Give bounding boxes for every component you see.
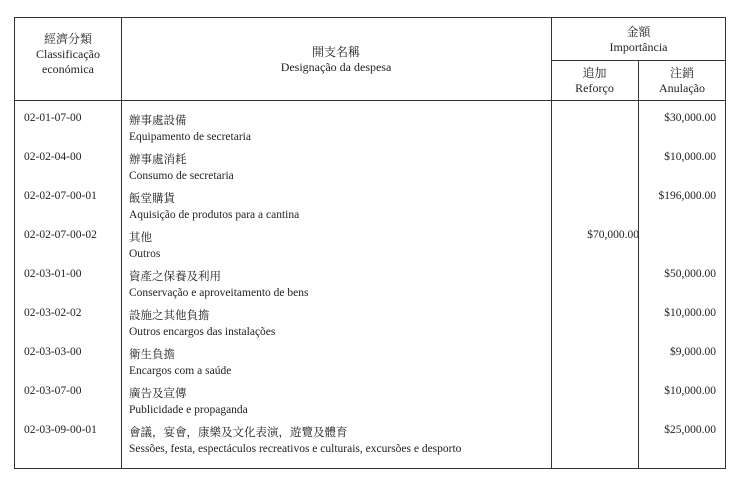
row-desc-pt: Sessões, festa, espectáculos recreativos e culturais, excursões e desporto [129, 443, 462, 455]
row-desc-pt: Aquisição de produtos para a cantina [129, 209, 300, 221]
header-designation-pt: Designação da despesa [280, 60, 392, 74]
row-desc-zh: 會議，宴會，康樂及文化表演，遊覽及體育 [129, 427, 348, 439]
row-desc-zh: 衛生負擔 [129, 349, 175, 361]
header-classification-zh: 經濟分類 [43, 32, 92, 46]
row-code: 02-01-07-00 [24, 112, 82, 124]
column-divider [121, 18, 122, 468]
row-reforco: $70,000.00 [587, 229, 639, 241]
header-classification-pt: Classificação económica [36, 47, 100, 76]
row-desc-pt: Outros [129, 248, 161, 260]
amount-subheader-line [551, 60, 726, 61]
header-reforco-pt: Reforço [575, 81, 614, 95]
row-desc-zh: 辦事處設備 [129, 115, 187, 127]
row-desc-pt: Publicidade e propaganda [129, 404, 248, 416]
row-anulacao: $10,000.00 [664, 151, 716, 163]
row-desc-pt: Consumo de secretaria [129, 170, 234, 182]
row-desc-zh: 飯堂購貨 [129, 193, 175, 205]
row-desc-zh: 辦事處消耗 [129, 154, 187, 166]
header-anulacao-pt: Anulação [659, 81, 705, 95]
row-anulacao: $50,000.00 [664, 268, 716, 280]
row-code: 02-02-07-00-02 [24, 229, 97, 241]
header-anulacao [638, 66, 726, 96]
header-amount-zh: 金額 [626, 25, 651, 39]
row-anulacao: $25,000.00 [664, 424, 716, 436]
row-code: 02-03-02-02 [24, 307, 82, 319]
row-desc-pt: Conservação e aproveitamento de bens [129, 287, 309, 299]
row-desc-zh: 資產之保養及利用 [129, 271, 221, 283]
header-designation [121, 45, 551, 75]
header-amount-pt: Importância [609, 40, 668, 54]
row-anulacao: $10,000.00 [664, 307, 716, 319]
header-bottom-line [15, 100, 726, 101]
row-code: 02-02-07-00-01 [24, 190, 97, 202]
row-desc-zh: 其他 [129, 232, 152, 244]
row-anulacao: $30,000.00 [664, 112, 716, 124]
row-anulacao: $196,000.00 [658, 190, 716, 202]
row-code: 02-03-09-00-01 [24, 424, 97, 436]
row-code: 02-03-01-00 [24, 268, 82, 280]
budget-table [14, 17, 726, 469]
row-anulacao: $10,000.00 [664, 385, 716, 397]
header-anulacao-zh: 注銷 [669, 66, 694, 80]
header-designation-zh: 開支名稱 [311, 45, 360, 59]
row-desc-pt: Outros encargos das instalações [129, 326, 276, 338]
header-reforco-zh: 追加 [582, 66, 607, 80]
row-desc-zh: 廣告及宣傳 [129, 388, 187, 400]
row-desc-pt: Encargos com a saúde [129, 365, 232, 377]
row-code: 02-02-04-00 [24, 151, 82, 163]
row-desc-pt: Equipamento de secretaria [129, 131, 251, 143]
row-anulacao: $9,000.00 [670, 346, 716, 358]
header-amount [551, 25, 726, 55]
row-desc-zh: 設施之其他負擔 [129, 310, 210, 322]
row-code: 02-03-07-00 [24, 385, 82, 397]
header-classification [15, 32, 121, 77]
header-reforco [551, 66, 638, 96]
row-code: 02-03-03-00 [24, 346, 82, 358]
